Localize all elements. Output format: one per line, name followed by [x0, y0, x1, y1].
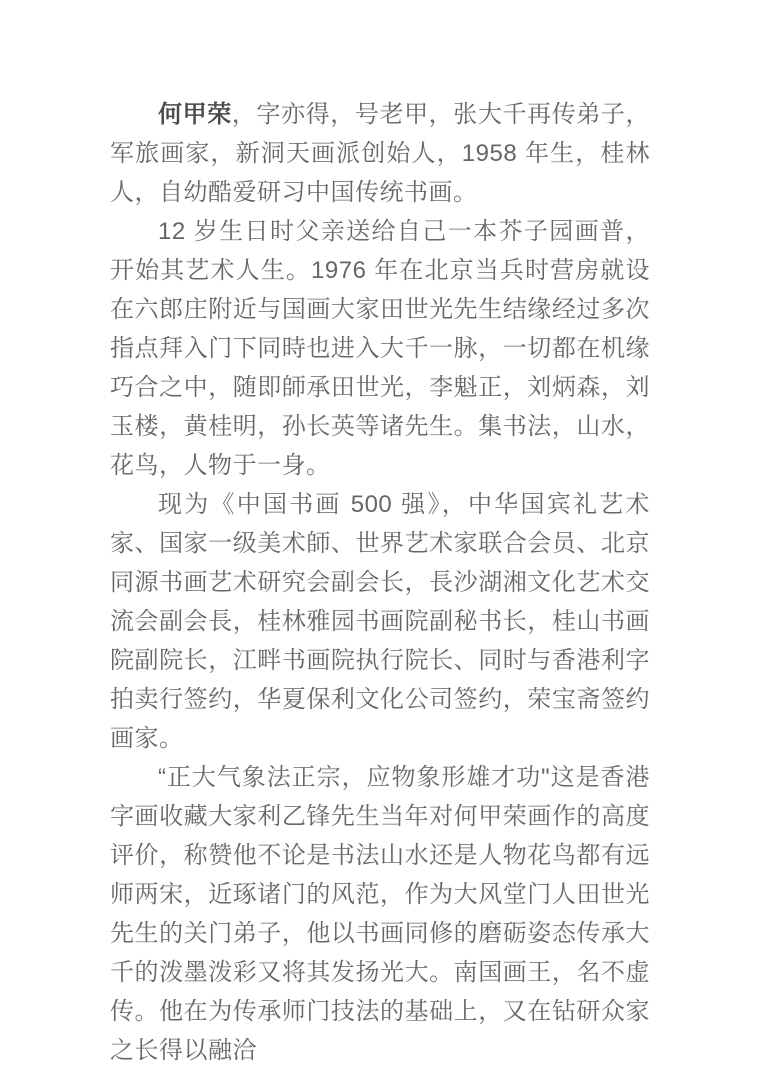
- paragraph-intro: [110, 95, 650, 212]
- paragraph-intro-text: ，字亦得，号老甲，张大千再传弟子，军旅画家，新洞天画派创始人，1958 年生，桂林人，自幼酷爱研习中国传统书画。: [110, 101, 651, 206]
- artist-name: 何甲荣: [158, 101, 232, 128]
- paragraph-praise: “正大气象法正宗，应物象形雄才功"这是香港字画收藏大家利乙锋先生当年对何甲荣画作的高度评价，称赞他不论是书法山水还是人物花鸟都有远师两宋，近琢诸门的风范，作为大风堂门人田世光先生的关门弟子，他以书画同修的磨砺姿态传承大千的泼墨泼彩又将其发扬光大。南国画王，名不虚传。他在为传承师门技法的基础上，又在钻研众家之长得以融洽: [110, 764, 650, 1064]
- paragraph-titles: 现为《中国书画 500 强》，中华国宾礼艺术家、国家一级美术師、世界艺术家联合会员、北京同源书画艺术研究会副会长，長沙湖湘文化艺术交流会副会長，桂林雅园书画院副秘书长，桂山书画院副院长，江畔书画院执行院长、同时与香港利字拍卖行签约，华夏保利文化公司签约，荣宝斋签约画家。: [110, 491, 650, 752]
- paragraph-early-life: 12 岁生日时父亲送给自己一本芥子园画普，开始其艺术人生。1976 年在北京当兵时营房就设在六郎庄附近与国画大家田世光先生结缘经过多次指点拜入门下同時也进入大千一脉，一切都在机缘巧合之中，随即師承田世光，李魁正，刘炳森，刘玉楼，黄桂明，孙长英等诸先生。集书法，山水，花鸟，人物于一身。: [110, 218, 650, 479]
